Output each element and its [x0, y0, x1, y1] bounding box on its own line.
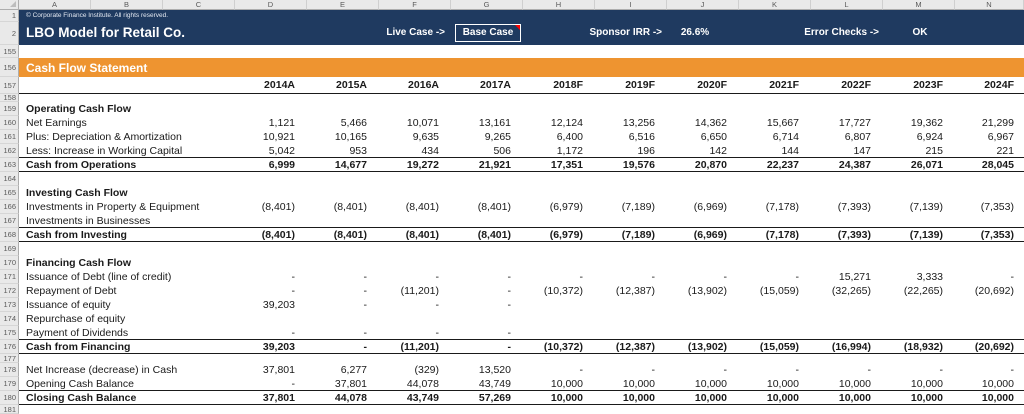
sheet-row: [0, 377, 1024, 391]
column-letter[interactable]: D: [235, 0, 307, 10]
value-cell[interactable]: -: [507, 271, 511, 283]
row-cells: [19, 377, 1024, 391]
value-cell[interactable]: 26,071: [910, 158, 943, 171]
value-cell[interactable]: 44,078: [334, 391, 367, 404]
value-cell[interactable]: -: [291, 377, 295, 390]
sponsor-irr-value[interactable]: 26.6%: [680, 27, 710, 38]
value-cell[interactable]: -: [795, 271, 799, 283]
value-cell[interactable]: -: [435, 326, 439, 339]
value-cell[interactable]: 1,172: [556, 144, 583, 157]
row-number[interactable]: 171: [0, 270, 19, 284]
year-header[interactable]: 2016A: [408, 79, 439, 91]
value-cell[interactable]: 17,727: [838, 117, 871, 129]
sponsor-irr-label: Sponsor IRR ->: [589, 27, 662, 38]
value-cell[interactable]: -: [363, 340, 367, 353]
sheet-row: [0, 214, 1024, 228]
error-checks-value[interactable]: OK: [912, 27, 928, 38]
value-cell[interactable]: 142: [709, 144, 727, 157]
row-number[interactable]: 177: [0, 354, 19, 363]
value-cell[interactable]: 6,516: [628, 131, 655, 143]
value-cell[interactable]: -: [435, 271, 439, 283]
value-cell[interactable]: 13,256: [622, 117, 655, 129]
sheet-row: [0, 284, 1024, 298]
value-cell[interactable]: (7,393): [837, 201, 871, 213]
column-letter[interactable]: C: [163, 0, 235, 10]
row-cells: [19, 77, 1024, 94]
base-case-cell[interactable]: Base Case: [455, 24, 521, 42]
statement-title: Cash Flow Statement: [26, 60, 148, 75]
value-cell[interactable]: 6,807: [844, 131, 871, 143]
value-cell[interactable]: 6,400: [556, 131, 583, 143]
value-cell[interactable]: 6,967: [987, 131, 1014, 143]
value-cell[interactable]: 28,045: [981, 158, 1014, 171]
value-cell[interactable]: -: [507, 340, 511, 353]
value-cell[interactable]: (20,692): [974, 340, 1014, 353]
row-cells: [19, 186, 1024, 200]
value-cell[interactable]: (13,902): [687, 340, 727, 353]
titlebar-copyright-row: [19, 10, 1024, 22]
column-letter[interactable]: G: [451, 0, 523, 10]
sheet-row: [0, 186, 1024, 200]
column-letters: [19, 0, 1024, 10]
year-header[interactable]: 2022F: [841, 79, 871, 91]
value-cell[interactable]: (13,902): [687, 285, 727, 297]
row-number[interactable]: 173: [0, 298, 19, 312]
value-cell[interactable]: (11,201): [400, 285, 439, 297]
column-letter[interactable]: E: [307, 0, 379, 10]
value-cell[interactable]: 6,924: [916, 131, 943, 143]
row-label[interactable]: Cash from Investing: [26, 228, 127, 241]
value-cell[interactable]: -: [723, 364, 727, 376]
row-cells: [19, 242, 1024, 256]
section-label[interactable]: Investing Cash Flow: [26, 187, 128, 199]
value-cell[interactable]: (6,969): [693, 228, 727, 241]
value-cell[interactable]: 10,165: [334, 131, 367, 143]
value-cell[interactable]: (16,994): [831, 340, 871, 353]
sheet-row: [0, 77, 1024, 94]
row-number[interactable]: 2: [0, 22, 19, 45]
value-cell[interactable]: (8,401): [405, 201, 439, 213]
row-number[interactable]: 155: [0, 45, 19, 58]
row-label[interactable]: Issuance of Debt (line of credit): [26, 271, 172, 283]
year-header[interactable]: 2018F: [553, 79, 583, 91]
row-number[interactable]: 175: [0, 326, 19, 340]
value-cell[interactable]: -: [363, 285, 367, 297]
sheet-row: [0, 172, 1024, 186]
row-cells: [19, 58, 1024, 77]
value-cell[interactable]: 37,801: [262, 391, 295, 404]
row-number[interactable]: 161: [0, 130, 19, 144]
value-cell[interactable]: (10,372): [543, 285, 583, 297]
sheet-row: [0, 10, 1024, 22]
value-cell[interactable]: -: [435, 299, 439, 311]
value-cell[interactable]: 14,677: [334, 158, 367, 171]
value-cell[interactable]: 39,203: [262, 340, 295, 353]
sheet-row: [0, 405, 1024, 414]
copyright-text: © Corporate Finance Institute. All rights reserved.: [26, 12, 169, 19]
value-cell[interactable]: 953: [349, 144, 367, 157]
row-cells: [19, 354, 1024, 363]
row-cells: [19, 256, 1024, 270]
column-header-strip: [0, 0, 1024, 10]
row-cells: [19, 172, 1024, 186]
row-number[interactable]: 163: [0, 158, 19, 172]
value-cell[interactable]: 5,466: [340, 117, 367, 129]
value-cell[interactable]: -: [651, 271, 655, 283]
year-header[interactable]: 2024F: [984, 79, 1014, 91]
sheet-row: [0, 340, 1024, 354]
row-number[interactable]: 162: [0, 144, 19, 158]
value-cell[interactable]: -: [507, 285, 511, 297]
year-header[interactable]: 2017A: [480, 79, 511, 91]
sheet-row: [0, 94, 1024, 102]
row-cells: [19, 312, 1024, 326]
row-label[interactable]: Cash from Operations: [26, 158, 137, 171]
column-letter[interactable]: A: [19, 0, 91, 10]
value-cell[interactable]: -: [363, 299, 367, 311]
row-number[interactable]: 180: [0, 391, 19, 405]
sheet-row: [0, 312, 1024, 326]
value-cell[interactable]: 39,203: [262, 299, 295, 311]
row-number[interactable]: 172: [0, 284, 19, 298]
sheet-row: [0, 102, 1024, 116]
value-cell[interactable]: 10,000: [694, 391, 727, 404]
row-number[interactable]: 159: [0, 102, 19, 116]
value-cell[interactable]: 196: [637, 144, 655, 157]
row-number[interactable]: 164: [0, 172, 19, 186]
row-number[interactable]: 165: [0, 186, 19, 200]
value-cell[interactable]: 221: [996, 144, 1014, 157]
sheet-row: [0, 158, 1024, 172]
value-cell[interactable]: 10,071: [406, 117, 439, 129]
row-number[interactable]: 169: [0, 242, 19, 256]
row-label[interactable]: Closing Cash Balance: [26, 391, 137, 404]
year-header[interactable]: 2020F: [697, 79, 727, 91]
row-label[interactable]: Less: Increase in Working Capital: [26, 144, 183, 157]
value-cell[interactable]: 12,124: [550, 117, 583, 129]
value-cell[interactable]: (32,265): [831, 285, 871, 297]
value-cell[interactable]: (329): [414, 364, 439, 376]
row-number[interactable]: 179: [0, 377, 19, 391]
value-cell[interactable]: (8,401): [477, 228, 511, 241]
row-label[interactable]: Investments in Property & Equipment: [26, 201, 200, 213]
row-label[interactable]: Net Earnings: [26, 117, 87, 129]
value-cell[interactable]: 10,000: [910, 391, 943, 404]
value-cell[interactable]: 147: [853, 144, 871, 157]
column-letter[interactable]: I: [595, 0, 667, 10]
value-cell[interactable]: 10,000: [910, 377, 943, 390]
row-cells: [19, 200, 1024, 214]
value-cell[interactable]: 6,277: [340, 364, 367, 376]
row-label[interactable]: Cash from Financing: [26, 340, 131, 353]
value-cell[interactable]: -: [579, 271, 583, 283]
value-cell[interactable]: 1,121: [268, 117, 295, 129]
year-header[interactable]: 2014A: [264, 79, 295, 91]
sheet-row: [0, 242, 1024, 256]
year-header[interactable]: 2019F: [625, 79, 655, 91]
value-cell[interactable]: 3,333: [916, 271, 943, 283]
row-cells: [19, 270, 1024, 284]
value-cell[interactable]: 5,042: [268, 144, 295, 157]
value-cell[interactable]: 17,351: [550, 158, 583, 171]
column-letter[interactable]: K: [739, 0, 811, 10]
row-number[interactable]: 174: [0, 312, 19, 326]
row-cells: [19, 405, 1024, 414]
value-cell[interactable]: 10,000: [838, 391, 871, 404]
row-number[interactable]: 170: [0, 256, 19, 270]
value-cell[interactable]: (8,401): [333, 201, 367, 213]
sheet-row: [0, 200, 1024, 214]
value-cell[interactable]: (20,692): [974, 285, 1014, 297]
value-cell[interactable]: (22,265): [903, 285, 943, 297]
column-letter[interactable]: M: [883, 0, 955, 10]
sheet-row: [0, 130, 1024, 144]
row-number[interactable]: 176: [0, 340, 19, 354]
value-cell[interactable]: 144: [781, 144, 799, 157]
column-letter[interactable]: H: [523, 0, 595, 10]
row-cells: [19, 298, 1024, 312]
value-cell[interactable]: (7,393): [837, 228, 871, 241]
row-number[interactable]: 160: [0, 116, 19, 130]
sheet-row: [0, 298, 1024, 312]
value-cell[interactable]: 14,362: [694, 117, 727, 129]
value-cell[interactable]: -: [291, 285, 295, 297]
row-number[interactable]: 181: [0, 405, 19, 414]
year-header[interactable]: 2015A: [336, 79, 367, 91]
value-cell[interactable]: -: [1010, 364, 1014, 376]
row-cells: [19, 45, 1024, 58]
value-cell[interactable]: 24,387: [838, 158, 871, 171]
row-number[interactable]: 158: [0, 94, 19, 102]
value-cell[interactable]: (8,401): [405, 228, 439, 241]
row-label[interactable]: Issuance of equity: [26, 299, 111, 311]
value-cell[interactable]: 9,635: [412, 131, 439, 143]
value-cell[interactable]: (18,932): [903, 340, 943, 353]
value-cell[interactable]: (15,059): [759, 285, 799, 297]
value-cell[interactable]: (8,401): [261, 201, 295, 213]
row-label[interactable]: Plus: Depreciation & Amortization: [26, 131, 182, 143]
value-cell[interactable]: -: [651, 364, 655, 376]
value-cell[interactable]: 10,000: [550, 391, 583, 404]
row-number[interactable]: 168: [0, 228, 19, 242]
value-cell[interactable]: 19,272: [406, 158, 439, 171]
value-cell[interactable]: 506: [493, 144, 511, 157]
value-cell[interactable]: -: [291, 271, 295, 283]
sheet-row: [0, 228, 1024, 242]
value-cell[interactable]: (6,969): [693, 201, 727, 213]
row-cells: [19, 116, 1024, 130]
value-cell[interactable]: -: [795, 364, 799, 376]
value-cell[interactable]: 43,749: [478, 377, 511, 390]
row-label[interactable]: Repayment of Debt: [26, 285, 117, 297]
value-cell[interactable]: (8,401): [261, 228, 295, 241]
row-cells: [19, 228, 1024, 242]
value-cell[interactable]: -: [291, 326, 295, 339]
sheet-row: [0, 58, 1024, 77]
value-cell[interactable]: -: [939, 364, 943, 376]
value-cell[interactable]: 10,000: [622, 391, 655, 404]
sheet-row: [0, 45, 1024, 58]
sheet-row: [0, 22, 1024, 45]
sheet-row: [0, 354, 1024, 363]
value-cell[interactable]: 43,749: [406, 391, 439, 404]
value-cell[interactable]: (8,401): [333, 228, 367, 241]
value-cell[interactable]: (12,387): [615, 340, 655, 353]
workbook-title: LBO Model for Retail Co.: [26, 25, 186, 40]
column-letter[interactable]: N: [955, 0, 1024, 10]
value-cell[interactable]: (7,353): [980, 228, 1014, 241]
row-cells: [19, 130, 1024, 144]
value-cell[interactable]: 21,921: [478, 158, 511, 171]
value-cell[interactable]: 10,000: [766, 391, 799, 404]
row-label[interactable]: Net Increase (decrease) in Cash: [26, 364, 178, 376]
value-cell[interactable]: (7,178): [765, 228, 799, 241]
value-cell[interactable]: (12,387): [615, 285, 655, 297]
row-number[interactable]: 157: [0, 77, 19, 94]
row-cells: [19, 326, 1024, 340]
cash-flow-grid: [0, 45, 1024, 414]
row-cells: [19, 144, 1024, 158]
value-cell[interactable]: (6,979): [549, 228, 583, 241]
value-cell[interactable]: -: [363, 271, 367, 283]
row-number[interactable]: 178: [0, 363, 19, 377]
value-cell[interactable]: 10,000: [981, 391, 1014, 404]
row-cells: [19, 340, 1024, 354]
value-cell[interactable]: 15,271: [838, 271, 871, 283]
value-cell[interactable]: (11,201): [400, 340, 439, 353]
column-letter[interactable]: B: [91, 0, 163, 10]
row-cells: [19, 214, 1024, 228]
value-cell[interactable]: 37,801: [262, 364, 295, 376]
row-label[interactable]: Repurchase of equity: [26, 313, 126, 325]
year-header[interactable]: 2023F: [913, 79, 943, 91]
row-cells: [19, 102, 1024, 116]
value-cell[interactable]: (7,353): [980, 201, 1014, 213]
value-cell[interactable]: -: [1010, 271, 1014, 283]
value-cell[interactable]: 21,299: [981, 117, 1014, 129]
value-cell[interactable]: 57,269: [478, 391, 511, 404]
value-cell[interactable]: 10,000: [981, 377, 1014, 390]
titlebar-main-row: [19, 22, 1024, 45]
value-cell[interactable]: 20,870: [694, 158, 727, 171]
value-cell[interactable]: 13,161: [478, 117, 511, 129]
value-cell[interactable]: (7,139): [909, 201, 943, 213]
value-cell[interactable]: -: [507, 299, 511, 311]
column-letter[interactable]: J: [667, 0, 739, 10]
value-cell[interactable]: 19,576: [622, 158, 655, 171]
value-cell[interactable]: 9,265: [484, 131, 511, 143]
value-cell[interactable]: 13,520: [478, 364, 511, 376]
value-cell[interactable]: (8,401): [477, 201, 511, 213]
row-cells: [19, 284, 1024, 298]
row-number[interactable]: 166: [0, 200, 19, 214]
row-cells: [19, 94, 1024, 102]
value-cell[interactable]: 10,000: [766, 377, 799, 390]
column-letter[interactable]: F: [379, 0, 451, 10]
value-cell[interactable]: -: [723, 271, 727, 283]
sheet-row: [0, 363, 1024, 377]
row-label[interactable]: Opening Cash Balance: [26, 377, 134, 390]
value-cell[interactable]: 10,000: [550, 377, 583, 390]
value-cell[interactable]: (15,059): [759, 340, 799, 353]
value-cell[interactable]: (7,189): [621, 228, 655, 241]
value-cell[interactable]: -: [579, 364, 583, 376]
value-cell[interactable]: 19,362: [910, 117, 943, 129]
row-cells: [19, 158, 1024, 172]
sheet-row: [0, 256, 1024, 270]
sheet-row: [0, 391, 1024, 405]
sheet-row: [0, 270, 1024, 284]
section-label[interactable]: Operating Cash Flow: [26, 103, 132, 115]
value-cell[interactable]: (7,189): [621, 201, 655, 213]
row-cells: [19, 391, 1024, 405]
value-cell[interactable]: (10,372): [543, 340, 583, 353]
value-cell[interactable]: 10,000: [838, 377, 871, 390]
year-header[interactable]: 2021F: [769, 79, 799, 91]
sheet-row: [0, 144, 1024, 158]
value-cell[interactable]: 6,714: [772, 131, 799, 143]
value-cell[interactable]: (7,139): [909, 228, 943, 241]
row-label[interactable]: Payment of Dividends: [26, 326, 129, 339]
row-number[interactable]: 1: [0, 10, 19, 22]
live-case-label: Live Case ->: [386, 27, 445, 38]
value-cell[interactable]: 44,078: [406, 377, 439, 390]
value-cell[interactable]: 10,000: [622, 377, 655, 390]
row-number[interactable]: 167: [0, 214, 19, 228]
value-cell[interactable]: 10,921: [262, 131, 295, 143]
value-cell[interactable]: 10,000: [694, 377, 727, 390]
value-cell[interactable]: 6,650: [700, 131, 727, 143]
row-cells: [19, 363, 1024, 377]
value-cell[interactable]: -: [363, 326, 367, 339]
value-cell[interactable]: 434: [421, 144, 439, 157]
value-cell[interactable]: -: [867, 364, 871, 376]
value-cell[interactable]: (6,979): [549, 201, 583, 213]
value-cell[interactable]: 6,999: [268, 158, 295, 171]
error-checks-label: Error Checks ->: [804, 27, 879, 38]
value-cell[interactable]: 22,237: [766, 158, 799, 171]
row-number[interactable]: 156: [0, 58, 19, 77]
value-cell[interactable]: (7,178): [765, 201, 799, 213]
sheet-row: [0, 326, 1024, 340]
row-label[interactable]: Investments in Businesses: [26, 214, 151, 227]
value-cell[interactable]: 37,801: [334, 377, 367, 390]
select-all-corner[interactable]: [0, 0, 19, 10]
value-cell[interactable]: 215: [925, 144, 943, 157]
value-cell[interactable]: -: [507, 326, 511, 339]
value-cell[interactable]: 15,667: [766, 117, 799, 129]
section-label[interactable]: Financing Cash Flow: [26, 257, 132, 269]
column-letter[interactable]: L: [811, 0, 883, 10]
sheet-row: [0, 116, 1024, 130]
